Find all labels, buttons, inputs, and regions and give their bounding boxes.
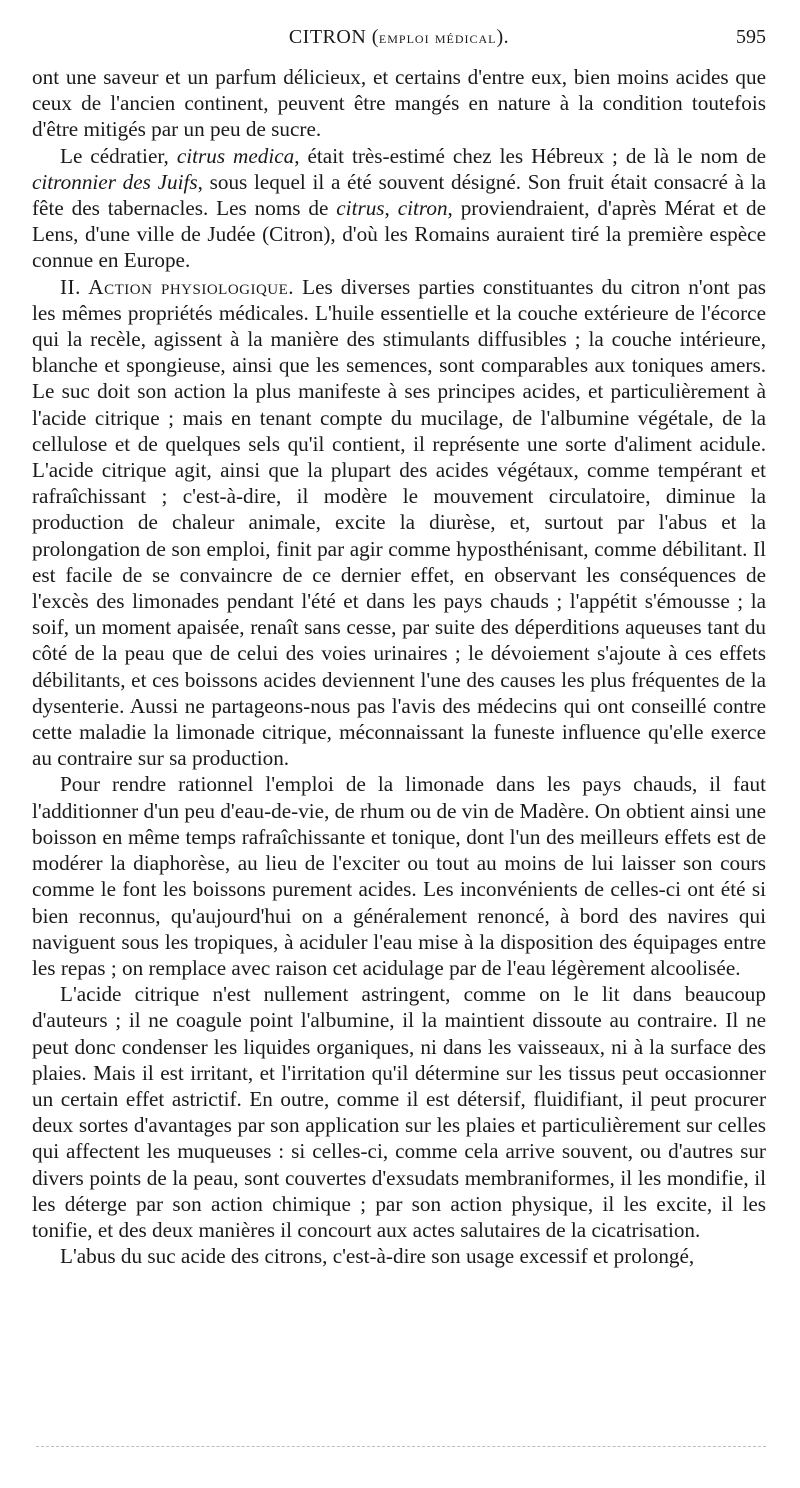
- text-run: , sous lequel il a été souvent désigné. Son fruit était consacré à la fête des tabernacles. Les noms de: [32, 169, 766, 221]
- text-run: Les diverses parties constituantes du citron n'ont pas les mêmes propriétés médicales. L'huile essentielle et la couche extérieure de l'écorce qui la recèle, agissent à la manière des stimulants diffusibles ; la couche intérieure, blanche et spongieuse, ainsi que les semences, sont comparables aux toniques amers. Le suc doit son action la plus manifeste à ses principes acides, et particulièrement à l'acide citrique ; mais en tenant compte du mucilage, de l'albumine végétale, de la cellulose et de quelques sels qu'il contient, il représente une sorte d'aliment acidule. L'acide citrique agit, ainsi que la plupart des acides végétaux, comme tempérant et rafraîchissant ; c'est-à-dire, il modère le mouvement circulatoire, diminue la production de chaleur animale, excite la diurèse, et, surtout par l'abus et la prolongation de son emploi, finit par agir comme hyposthénisant, comme débilitant. Il est facile de se convaincre de ce dernier effet, en observant les conséquences de l'excès des limonades pendant l'été et dans les pays chauds ; l'appétit s'émousse ; la soif, un moment apaisée, renaît sans cesse, par suite des déperditions aqueuses tant du côté de la peau que de celui des voies urinaires ; le dévoiement s'ajoute à ces effets débilitants, et ces boissons acides deviennent l'une des causes les plus fréquentes de la dysenterie. Aussi ne partageons-nous pas l'avis des médecins qui ont conseillé contre cette maladie la limonade citrique, méconnaissant la funeste influence qu'elle exerce au contraire sur sa production.: [32, 274, 766, 771]
- paragraph-continuation: ont une saveur et un parfum délicieux, et certains d'entre eux, bien moins acides que ceux de l'ancien continent, peuvent être mangés en nature à la condition toutefois d'être mitigés par un peu de sucre.: [32, 65, 766, 142]
- text-run: ,: [384, 196, 398, 221]
- page-number: 595: [736, 26, 766, 48]
- running-title-sub: emploi médical: [378, 28, 497, 47]
- italic-term: citrus medica: [176, 143, 295, 168]
- page: [32, 26, 766, 1269]
- running-title-main: CITRON (: [288, 26, 379, 48]
- paragraph-action-physiologique: [32, 274, 766, 772]
- footer-divider: [36, 1446, 766, 1447]
- italic-term: citrus: [336, 196, 385, 221]
- body-text: [32, 64, 766, 1269]
- paragraph-limonade: Pour rendre rationnel l'emploi de la limonade dans les pays chauds, il faut l'additionner d'un peu d'eau-de-vie, de rhum ou de vin de Madère. On obtient ainsi une boisson en même temps rafraîchissante et tonique, dont l'un des meilleurs effets est de modérer la diaphorèse, au lieu de l'exciter ou tout au moins de lui laisser son cours comme le font les boissons purement acides. Les inconvénients de celles-ci ont été si bien reconnus, qu'aujourd'hui on a généralement renoncé, à bord des navires qui naviguent sous les tropiques, à aciduler l'eau mise à la disposition des équipages entre les repas ; on remplace avec raison cet acidulage par de l'eau légèrement alcoolisée.: [32, 772, 766, 980]
- paragraph-abus: L'abus du suc acide des citrons, c'est-à-dire son usage excessif et prolongé,: [60, 1244, 695, 1269]
- text-run: Le cédratier,: [60, 143, 177, 168]
- text-run: , proviendraient, d'après Mérat et de Lens, d'une ville de Judée (Citron), d'où les Romains auraient tiré la première espèce connue en Europe.: [32, 196, 767, 273]
- paragraph-cedratier: [32, 143, 766, 274]
- text-run: , était très-estimé chez les Hébreux ; de là le nom de: [294, 143, 767, 168]
- running-header: [32, 26, 766, 64]
- italic-term: citronnier des Juifs: [32, 169, 198, 194]
- running-title: [32, 26, 766, 49]
- section-heading: II. Action physiologique.: [60, 274, 295, 299]
- paragraph-acide-citrique: L'acide citrique n'est nullement astringent, comme on le lit dans beaucoup d'auteurs ; il ne coagule point l'albumine, il la maintient dissoute au contraire. Il ne peut donc condenser les liquides organiques, ni dans les vaisseaux, ni à la surface des plaies. Mais il est irritant, et l'irritation qu'il détermine sur les tissus peut occasionner un certain effet astrictif. En outre, comme il est détersif, fluidifiant, il peut procurer deux sortes d'avantages par son application sur les plaies et particulièrement sur celles qui affectent les muqueuses : si celles-ci, comme cela arrive souvent, ou d'autres sur divers points de la peau, sont couvertes d'exsudats membraniformes, il les mondifie, il les déterge par son action chimique ; par son action physique, il les excite, il les tonifie, et des deux manières il concourt aux actes salutaires de la cicatrisation.: [32, 982, 766, 1242]
- running-title-end: ).: [496, 26, 510, 48]
- italic-term: citron: [397, 196, 448, 221]
